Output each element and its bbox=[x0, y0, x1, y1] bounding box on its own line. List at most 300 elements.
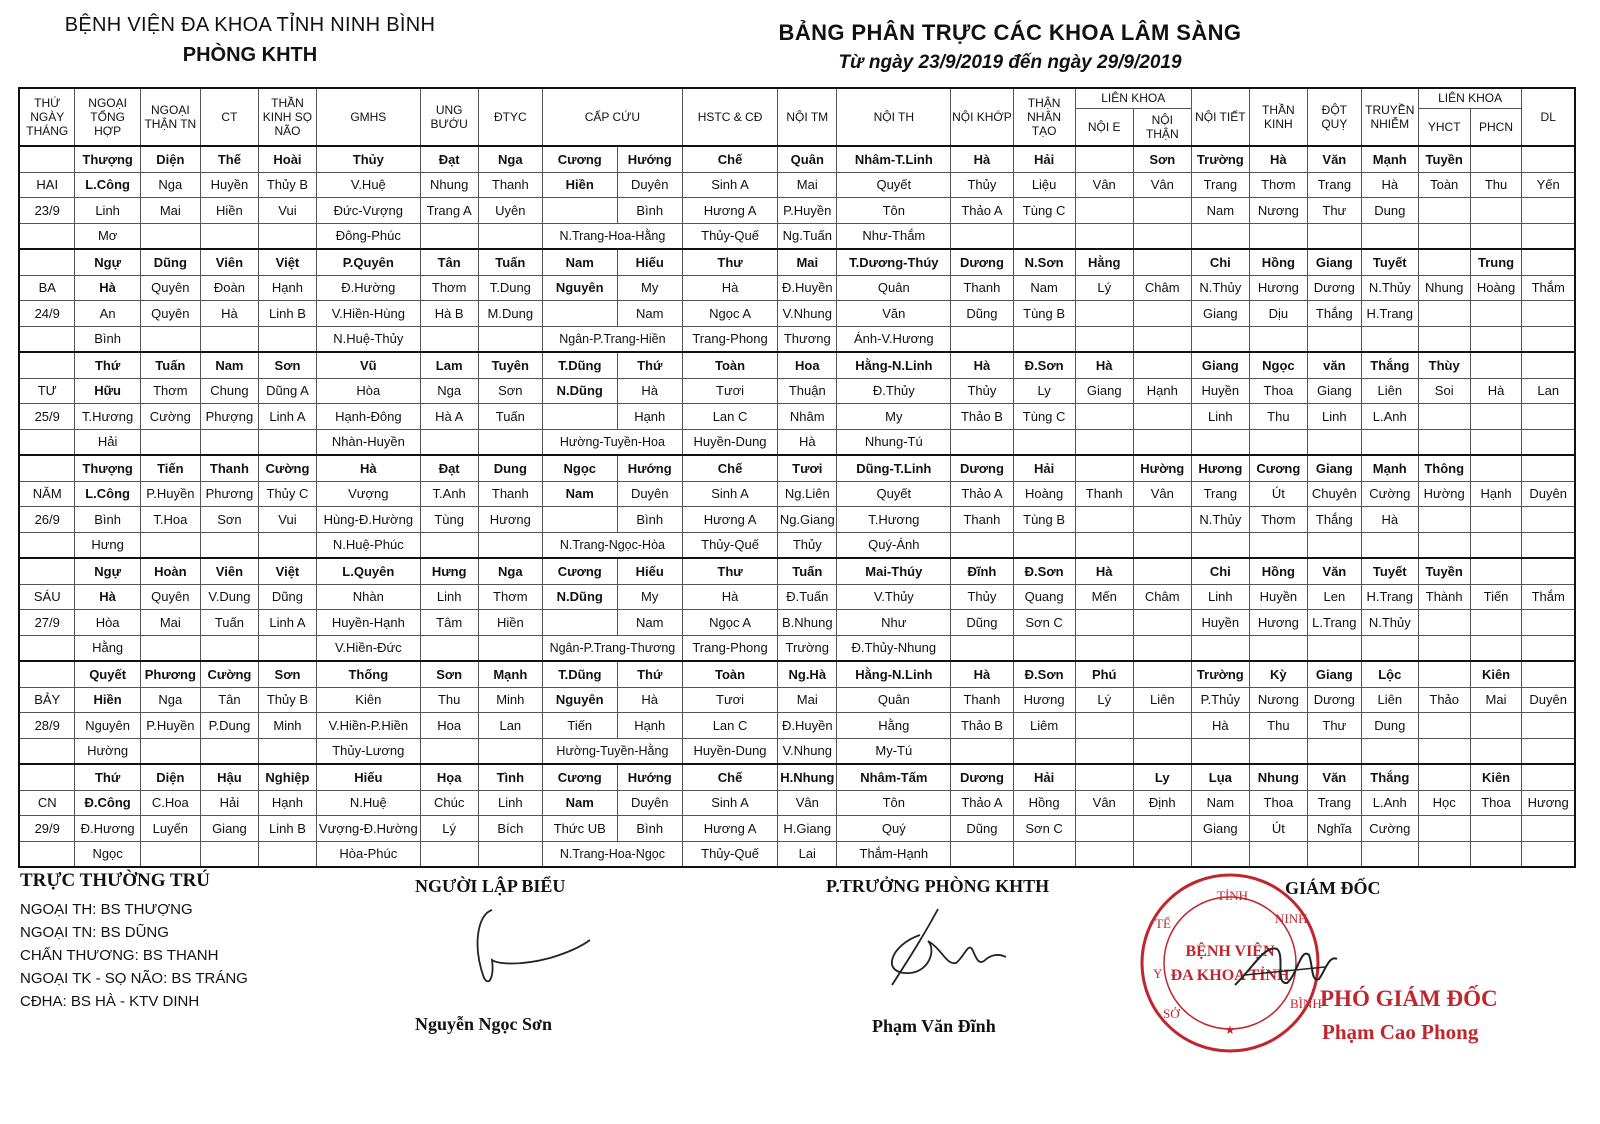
roster-cell: Thu bbox=[1249, 713, 1307, 739]
roster-cell: Hùng-Đ.Hường bbox=[316, 507, 420, 533]
roster-cell: Đ.Hường bbox=[316, 275, 420, 301]
roster-cell: Sơn bbox=[258, 661, 316, 687]
roster-cell bbox=[1418, 198, 1470, 224]
roster-cell: Giang bbox=[1307, 455, 1361, 481]
roster-cell: Vượng bbox=[316, 481, 420, 507]
roster-cell: N.Sơn bbox=[1013, 249, 1075, 275]
roster-cell: Thanh bbox=[951, 275, 1013, 301]
col-lien-khoa-1: LIÊN KHOA bbox=[1075, 88, 1191, 108]
roster-cell: Quyết bbox=[75, 661, 140, 687]
day-cell bbox=[19, 635, 75, 661]
roster-cell: Hướng bbox=[617, 764, 682, 790]
roster-cell: Hồng bbox=[1249, 249, 1307, 275]
roster-cell: Hiếu bbox=[316, 764, 420, 790]
roster-cell bbox=[1522, 352, 1575, 378]
roster-cell: N.Thủy bbox=[1191, 507, 1249, 533]
roster-cell: Thế bbox=[200, 146, 258, 172]
roster-cell: Đ.Thủy-Nhung bbox=[837, 635, 951, 661]
roster-cell: Thanh bbox=[200, 455, 258, 481]
roster-cell: Hà bbox=[75, 584, 140, 610]
day-cell: HAI bbox=[19, 172, 75, 198]
roster-cell: Ng.Liên bbox=[778, 481, 837, 507]
roster-cell bbox=[1418, 429, 1470, 455]
roster-cell: Việt bbox=[258, 558, 316, 584]
roster-cell bbox=[1191, 429, 1249, 455]
roster-cell: P.Quyên bbox=[316, 249, 420, 275]
col-cap-cuu: CẤP CỨU bbox=[542, 88, 682, 146]
roster-cell: Mạnh bbox=[478, 661, 542, 687]
roster-cell: Liêm bbox=[1013, 713, 1075, 739]
roster-cell: N.Dũng bbox=[542, 584, 617, 610]
roster-cell bbox=[258, 326, 316, 352]
day-cell: BẢY bbox=[19, 687, 75, 713]
roster-row bbox=[19, 455, 1575, 481]
roster-row bbox=[19, 558, 1575, 584]
roster-cell bbox=[1133, 532, 1191, 558]
day-cell: 28/9 bbox=[19, 713, 75, 739]
roster-cell: Linh bbox=[1307, 404, 1361, 430]
col-noi-tm: NỘI TM bbox=[778, 88, 837, 146]
roster-cell: Hiền bbox=[542, 172, 617, 198]
roster-row bbox=[19, 738, 1575, 764]
roster-cell: Nam bbox=[200, 352, 258, 378]
roster-cell: Học bbox=[1418, 790, 1470, 816]
roster-cell bbox=[542, 301, 617, 327]
roster-cell: Ngọc bbox=[542, 455, 617, 481]
roster-cell: Len bbox=[1307, 584, 1361, 610]
roster-cell: My-Tú bbox=[837, 738, 951, 764]
roster-cell: N.Huệ-Phúc bbox=[316, 532, 420, 558]
roster-cell bbox=[1470, 198, 1522, 224]
roster-cell: Kiên bbox=[316, 687, 420, 713]
roster-cell: Quân bbox=[778, 146, 837, 172]
roster-cell: Hải bbox=[75, 429, 140, 455]
roster-cell: Sơn C bbox=[1013, 816, 1075, 842]
roster-cell bbox=[1470, 326, 1522, 352]
roster-cell: T.Dũng bbox=[542, 661, 617, 687]
roster-cell: M.Dung bbox=[478, 301, 542, 327]
col-phcn: PHCN bbox=[1470, 108, 1522, 146]
roster-cell: N.Huệ bbox=[316, 790, 420, 816]
roster-cell bbox=[1522, 326, 1575, 352]
roster-cell: Linh B bbox=[258, 301, 316, 327]
roster-cell bbox=[1075, 841, 1133, 867]
roster-cell bbox=[1418, 738, 1470, 764]
roster-cell: Hà bbox=[951, 352, 1013, 378]
roster-cell: Thứ bbox=[75, 352, 140, 378]
roster-cell: Họa bbox=[420, 764, 478, 790]
roster-cell: Nhâm bbox=[778, 404, 837, 430]
roster-cell: Thảo B bbox=[951, 713, 1013, 739]
day-cell bbox=[19, 146, 75, 172]
roster-cell bbox=[1418, 532, 1470, 558]
roster-cell bbox=[420, 635, 478, 661]
roster-cell: Thắng bbox=[1307, 301, 1361, 327]
roster-cell: Hoài bbox=[258, 146, 316, 172]
roster-cell: Hiền bbox=[200, 198, 258, 224]
day-cell: BA bbox=[19, 275, 75, 301]
roster-cell: Tân bbox=[420, 249, 478, 275]
roster-cell: Thảo A bbox=[951, 198, 1013, 224]
roster-cell: Thư bbox=[1307, 198, 1361, 224]
roster-cell: Nam bbox=[1191, 790, 1249, 816]
roster-cell: Cương bbox=[542, 764, 617, 790]
roster-cell: Hồng bbox=[1013, 790, 1075, 816]
roster-cell: Thành bbox=[1418, 584, 1470, 610]
roster-cell: Nhung bbox=[1249, 764, 1307, 790]
roster-cell bbox=[258, 635, 316, 661]
roster-cell: Thơm bbox=[478, 584, 542, 610]
roster-cell: Thủy-Quế bbox=[682, 223, 777, 249]
roster-cell: Thảo B bbox=[951, 404, 1013, 430]
roster-cell: Hiền bbox=[478, 610, 542, 636]
roster-row bbox=[19, 146, 1575, 172]
roster-cell: Chi bbox=[1191, 249, 1249, 275]
roster-cell: Đạt bbox=[420, 146, 478, 172]
roster-cell: Đ.Thủy bbox=[837, 378, 951, 404]
roster-cell: B.Nhung bbox=[778, 610, 837, 636]
roster-cell: Luyến bbox=[140, 816, 200, 842]
roster-cell: Ánh-V.Hương bbox=[837, 326, 951, 352]
roster-cell: Tươi bbox=[778, 455, 837, 481]
day-cell: 27/9 bbox=[19, 610, 75, 636]
roster-cell bbox=[1133, 352, 1191, 378]
roster-cell: Ngân-P.Trang-Thương bbox=[542, 635, 682, 661]
roster-cell: Cường bbox=[258, 455, 316, 481]
roster-cell bbox=[1470, 713, 1522, 739]
roster-cell: Quân bbox=[837, 275, 951, 301]
roster-cell: Tuyền bbox=[1418, 558, 1470, 584]
roster-cell: Thắm bbox=[1522, 584, 1575, 610]
roster-cell: Nhung-Tú bbox=[837, 429, 951, 455]
roster-cell bbox=[420, 532, 478, 558]
roster-cell: Đạt bbox=[420, 455, 478, 481]
col-dl: DL bbox=[1522, 88, 1575, 146]
roster-cell: My bbox=[837, 404, 951, 430]
roster-cell: Lan C bbox=[682, 713, 777, 739]
document-title: BẢNG PHÂN TRỰC CÁC KHOA LÂM SÀNG bbox=[778, 20, 1242, 45]
roster-cell: Hướng bbox=[617, 146, 682, 172]
roster-cell: Tuyết bbox=[1361, 249, 1418, 275]
roster-row bbox=[19, 764, 1575, 790]
roster-cell: Thư bbox=[682, 558, 777, 584]
roster-cell: Thoa bbox=[1249, 378, 1307, 404]
roster-cell bbox=[1470, 507, 1522, 533]
roster-cell: Cường bbox=[1361, 816, 1418, 842]
roster-cell: Thức UB bbox=[542, 816, 617, 842]
roster-cell: Nga bbox=[140, 172, 200, 198]
roster-cell: N.Trang-Hoa-Hằng bbox=[542, 223, 682, 249]
hospital-name: BỆNH VIỆN ĐA KHOA TỈNH NINH BÌNH bbox=[64, 14, 436, 36]
roster-cell bbox=[478, 326, 542, 352]
day-cell bbox=[19, 532, 75, 558]
col-hstc-cd: HSTC & CĐ bbox=[682, 88, 777, 146]
roster-cell: Thông bbox=[1418, 455, 1470, 481]
roster-cell bbox=[1361, 326, 1418, 352]
col-noi-e: NỘI E bbox=[1075, 108, 1133, 146]
roster-cell: Quyết bbox=[837, 172, 951, 198]
roster-cell bbox=[1470, 455, 1522, 481]
roster-cell: Bích bbox=[478, 816, 542, 842]
roster-cell: Hường bbox=[1133, 455, 1191, 481]
roster-cell: V.Huệ bbox=[316, 172, 420, 198]
roster-cell bbox=[1133, 841, 1191, 867]
roster-row bbox=[19, 352, 1575, 378]
roster-cell: Hải bbox=[200, 790, 258, 816]
roster-row bbox=[19, 429, 1575, 455]
roster-cell: Ngân-P.Trang-Hiền bbox=[542, 326, 682, 352]
roster-cell bbox=[140, 635, 200, 661]
roster-cell: Ngự bbox=[75, 249, 140, 275]
roster-cell: Thu bbox=[420, 687, 478, 713]
col-ct: CT bbox=[200, 88, 258, 146]
roster-cell: Nam bbox=[542, 481, 617, 507]
roster-cell: Hải bbox=[1013, 146, 1075, 172]
roster-cell bbox=[1418, 764, 1470, 790]
roster-cell: Hà bbox=[951, 661, 1013, 687]
roster-cell: Diện bbox=[140, 146, 200, 172]
roster-cell bbox=[200, 738, 258, 764]
roster-cell: Hà bbox=[1249, 146, 1307, 172]
roster-row bbox=[19, 275, 1575, 301]
roster-cell bbox=[1133, 249, 1191, 275]
roster-cell: Đ.Sơn bbox=[1013, 558, 1075, 584]
roster-cell bbox=[1418, 713, 1470, 739]
roster-cell bbox=[420, 429, 478, 455]
roster-cell: Liên bbox=[1361, 378, 1418, 404]
roster-cell: L.Công bbox=[75, 172, 140, 198]
roster-cell: Duyên bbox=[617, 172, 682, 198]
roster-cell: Lý bbox=[1075, 275, 1133, 301]
roster-cell: Giang bbox=[1191, 816, 1249, 842]
roster-cell: Nương bbox=[1249, 687, 1307, 713]
roster-cell bbox=[200, 223, 258, 249]
day-cell: 25/9 bbox=[19, 404, 75, 430]
roster-cell: V.Thủy bbox=[837, 584, 951, 610]
roster-body bbox=[19, 146, 1575, 867]
roster-cell: Mai bbox=[778, 172, 837, 198]
roster-cell bbox=[1249, 532, 1307, 558]
roster-cell: Chuyên bbox=[1307, 481, 1361, 507]
roster-cell: Mai bbox=[1470, 687, 1522, 713]
roster-cell: Nam bbox=[542, 249, 617, 275]
roster-cell: Thơm bbox=[1249, 507, 1307, 533]
roster-cell: An bbox=[75, 301, 140, 327]
roster-cell bbox=[478, 223, 542, 249]
roster-cell: Linh bbox=[420, 584, 478, 610]
roster-cell bbox=[1133, 558, 1191, 584]
roster-row bbox=[19, 713, 1575, 739]
roster-cell bbox=[1522, 558, 1575, 584]
roster-cell: Nhung bbox=[420, 172, 478, 198]
roster-cell: Hương bbox=[1249, 275, 1307, 301]
roster-cell bbox=[1522, 713, 1575, 739]
roster-row bbox=[19, 507, 1575, 533]
roster-cell: Tuấn bbox=[478, 249, 542, 275]
roster-cell: Viên bbox=[200, 558, 258, 584]
resident-line: CĐHA: BS HÀ - KTV DINH bbox=[20, 993, 200, 1010]
roster-cell: Phương bbox=[140, 661, 200, 687]
roster-cell bbox=[478, 738, 542, 764]
roster-cell: T.Anh bbox=[420, 481, 478, 507]
roster-cell bbox=[1522, 738, 1575, 764]
roster-cell: Hạnh bbox=[617, 713, 682, 739]
roster-cell: Lan bbox=[1522, 378, 1575, 404]
day-cell bbox=[19, 223, 75, 249]
roster-cell: Hà bbox=[617, 687, 682, 713]
roster-cell: Sơn C bbox=[1013, 610, 1075, 636]
roster-cell: Thắng bbox=[1307, 507, 1361, 533]
resident-line: NGOẠI TK - SỌ NÃO: BS TRÁNG bbox=[20, 970, 248, 987]
roster-cell: Thủy bbox=[778, 532, 837, 558]
roster-cell bbox=[140, 532, 200, 558]
roster-cell: Nhâm-Tấm bbox=[837, 764, 951, 790]
roster-cell: Minh bbox=[258, 713, 316, 739]
roster-cell bbox=[1133, 404, 1191, 430]
roster-cell bbox=[1133, 661, 1191, 687]
roster-cell: Hòa bbox=[316, 378, 420, 404]
roster-cell: Dũng bbox=[951, 301, 1013, 327]
roster-cell bbox=[1013, 738, 1075, 764]
roster-cell: Hà bbox=[682, 584, 777, 610]
roster-cell bbox=[1522, 455, 1575, 481]
roster-cell: Quyên bbox=[140, 584, 200, 610]
roster-cell bbox=[420, 738, 478, 764]
roster-cell: Thứ bbox=[75, 764, 140, 790]
roster-cell: Định bbox=[1133, 790, 1191, 816]
roster-cell: Thu bbox=[1470, 172, 1522, 198]
day-cell: 29/9 bbox=[19, 816, 75, 842]
roster-cell: Hoàng bbox=[1470, 275, 1522, 301]
roster-cell bbox=[420, 223, 478, 249]
vice-director-name: Phạm Cao Phong bbox=[1322, 1020, 1479, 1044]
roster-cell: Hưng bbox=[75, 532, 140, 558]
roster-cell: Hằng-N.Linh bbox=[837, 661, 951, 687]
roster-cell: Trường bbox=[778, 635, 837, 661]
roster-cell: Hương bbox=[1191, 455, 1249, 481]
roster-cell: Hương bbox=[1013, 687, 1075, 713]
roster-cell bbox=[1418, 661, 1470, 687]
roster-row bbox=[19, 790, 1575, 816]
roster-cell: Chế bbox=[682, 764, 777, 790]
roster-cell: Châm bbox=[1133, 275, 1191, 301]
roster-cell: Lan bbox=[478, 713, 542, 739]
seal-text: BÌNH bbox=[1290, 996, 1322, 1011]
roster-cell: Sinh A bbox=[682, 481, 777, 507]
roster-cell bbox=[200, 326, 258, 352]
roster-cell: Tân bbox=[200, 687, 258, 713]
roster-cell: Hoàng bbox=[1013, 481, 1075, 507]
roster-cell bbox=[1361, 738, 1418, 764]
roster-cell bbox=[542, 507, 617, 533]
roster-cell: Văn bbox=[1307, 558, 1361, 584]
roster-cell: Thủy bbox=[951, 584, 1013, 610]
roster-cell: Mai bbox=[778, 249, 837, 275]
roster-cell: Hà bbox=[1191, 713, 1249, 739]
col-than-kinh-so-nao: THẦN KINH SỌ NÃO bbox=[258, 88, 316, 146]
roster-cell: Hồng bbox=[1249, 558, 1307, 584]
roster-cell: Thủy bbox=[951, 378, 1013, 404]
roster-cell: Toàn bbox=[1418, 172, 1470, 198]
day-cell bbox=[19, 558, 75, 584]
resident-line: NGOẠI TN: BS DŨNG bbox=[20, 924, 169, 941]
seal-text: BỆNH VIỆN bbox=[1185, 943, 1275, 960]
roster-cell: N.Thủy bbox=[1361, 610, 1418, 636]
roster-cell bbox=[1075, 429, 1133, 455]
roster-cell: Hiếu bbox=[617, 249, 682, 275]
roster-cell: Tươi bbox=[682, 687, 777, 713]
roster-cell bbox=[478, 635, 542, 661]
department-name: PHÒNG KHTH bbox=[182, 44, 318, 66]
roster-cell: Linh bbox=[478, 790, 542, 816]
roster-cell: Đ.Sơn bbox=[1013, 352, 1075, 378]
roster-cell: Nam bbox=[1191, 198, 1249, 224]
roster-cell: Sơn bbox=[478, 378, 542, 404]
roster-cell: H.Trang bbox=[1361, 301, 1418, 327]
roster-cell: Chi bbox=[1191, 558, 1249, 584]
roster-cell bbox=[1133, 507, 1191, 533]
roster-cell: Đ.Huyền bbox=[778, 275, 837, 301]
roster-cell: Giang bbox=[1307, 249, 1361, 275]
roster-cell: Hạnh bbox=[1470, 481, 1522, 507]
roster-cell bbox=[1470, 352, 1522, 378]
roster-cell: Thủy B bbox=[258, 172, 316, 198]
roster-cell bbox=[1191, 532, 1249, 558]
roster-cell: Chế bbox=[682, 455, 777, 481]
roster-cell bbox=[1470, 404, 1522, 430]
roster-cell: Mai bbox=[778, 687, 837, 713]
roster-cell: Lộc bbox=[1361, 661, 1418, 687]
roster-cell bbox=[1307, 532, 1361, 558]
roster-cell: Phương bbox=[200, 481, 258, 507]
roster-row bbox=[19, 301, 1575, 327]
roster-cell: Diện bbox=[140, 764, 200, 790]
roster-cell bbox=[140, 326, 200, 352]
roster-cell bbox=[1133, 301, 1191, 327]
roster-cell: Thương bbox=[778, 326, 837, 352]
roster-cell: Vân bbox=[1133, 481, 1191, 507]
roster-cell: Hạnh bbox=[1133, 378, 1191, 404]
roster-cell bbox=[1013, 326, 1075, 352]
roster-cell: Thượng bbox=[75, 455, 140, 481]
roster-cell: Chế bbox=[682, 146, 777, 172]
roster-cell bbox=[258, 841, 316, 867]
roster-cell: Liên bbox=[1361, 687, 1418, 713]
roster-cell bbox=[1133, 816, 1191, 842]
roster-cell: Đoàn bbox=[200, 275, 258, 301]
roster-cell bbox=[1075, 507, 1133, 533]
roster-cell: Thắm bbox=[1522, 275, 1575, 301]
roster-cell: L.Quyên bbox=[316, 558, 420, 584]
roster-cell: Tiến bbox=[542, 713, 617, 739]
roster-cell: Hằng bbox=[1075, 249, 1133, 275]
roster-cell: Dương bbox=[1307, 687, 1361, 713]
roster-cell bbox=[1522, 610, 1575, 636]
roster-row bbox=[19, 198, 1575, 224]
roster-cell bbox=[1470, 610, 1522, 636]
roster-cell: Tôn bbox=[837, 790, 951, 816]
roster-cell bbox=[1522, 223, 1575, 249]
roster-cell: Cương bbox=[542, 146, 617, 172]
roster-cell bbox=[258, 223, 316, 249]
roster-cell: Tuấn bbox=[200, 610, 258, 636]
roster-cell bbox=[1249, 635, 1307, 661]
roster-cell bbox=[1307, 223, 1361, 249]
seal-text: Y bbox=[1153, 966, 1163, 981]
roster-cell: Ngọc bbox=[1249, 352, 1307, 378]
roster-cell: Thanh bbox=[951, 507, 1013, 533]
roster-cell: Hà bbox=[200, 301, 258, 327]
